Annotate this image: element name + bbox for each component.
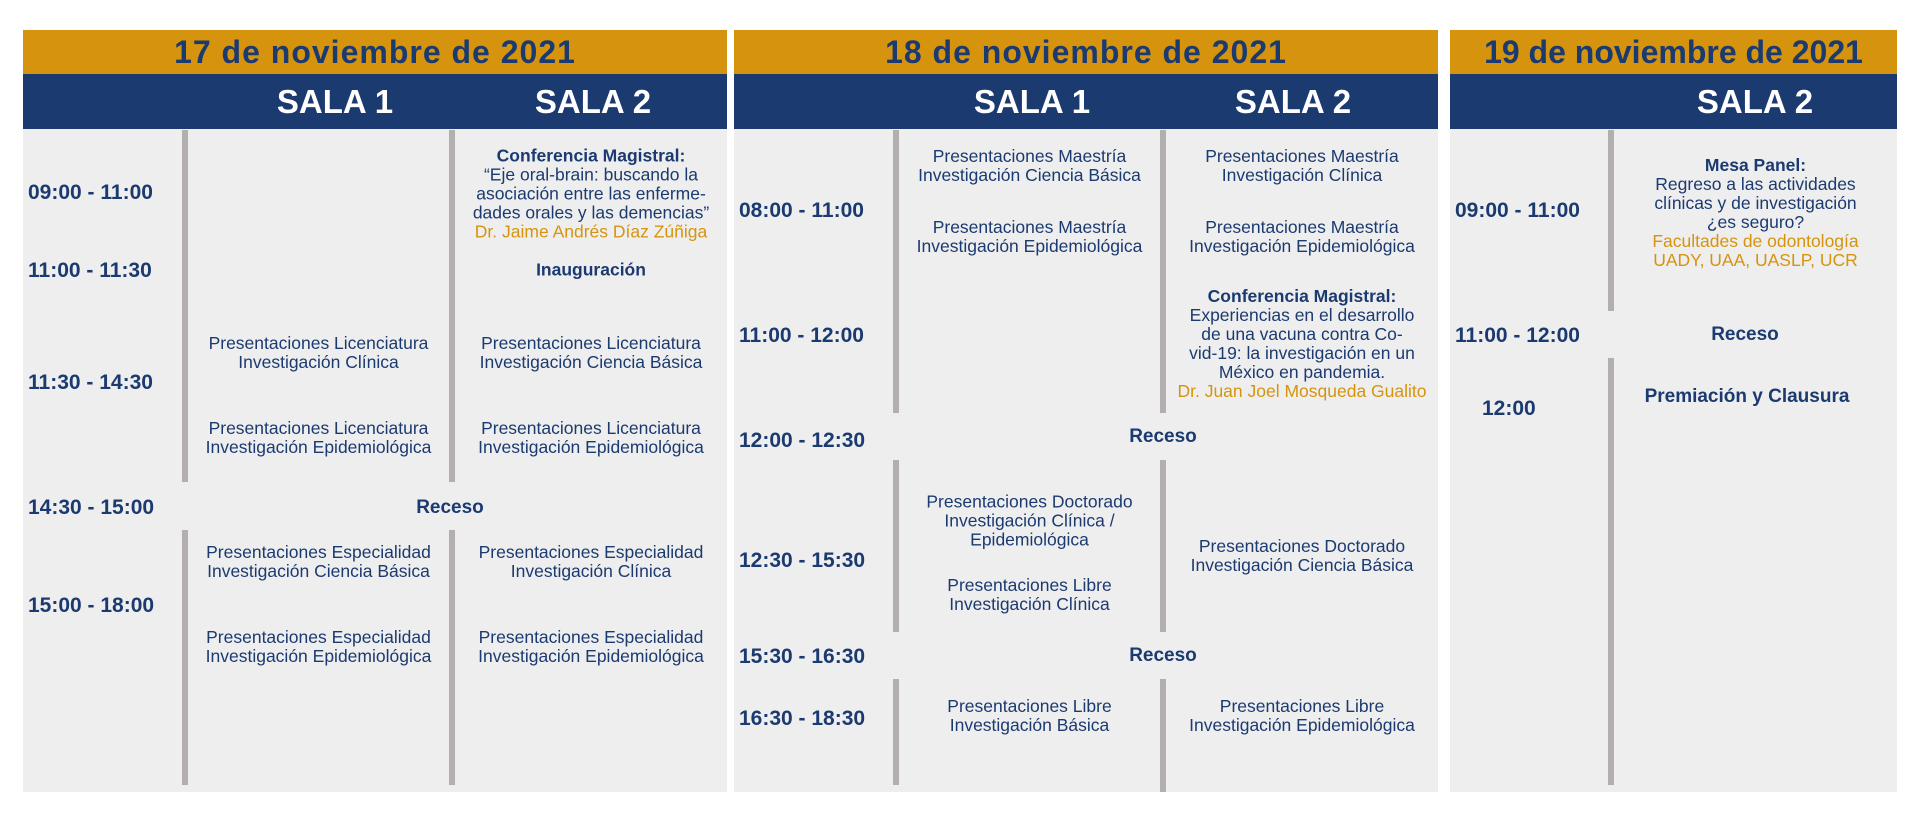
session-block: Presentaciones Especialidad Investigación Epidemiológica <box>478 627 704 666</box>
day-panel-19 <box>1450 30 1897 792</box>
time-slot: 15:00 - 18:00 <box>28 594 155 617</box>
time-slot: 11:00 - 12:00 <box>1455 324 1580 347</box>
conference-magistral <box>455 147 727 242</box>
panel-text: Regreso a las actividades <box>1655 174 1856 194</box>
time-slot: 09:00 - 11:00 <box>28 181 153 204</box>
time-slot: 11:30 - 14:30 <box>28 371 153 394</box>
sala-2-label: SALA 2 <box>1696 83 1814 120</box>
day-header-17: 17 de noviembre de 2021 <box>23 30 727 74</box>
conference-text: dades orales y las demencias” <box>472 202 710 223</box>
time-slot: 11:00 - 12:00 <box>739 324 864 347</box>
conference-text: “Eje oral-brain: buscando la <box>483 164 698 185</box>
session-block: Presentaciones Doctorado Investigación Ciencia Básica <box>1190 536 1414 575</box>
day-panel-17 <box>23 30 727 792</box>
session-block: Presentaciones Libre Investigación Básica <box>947 696 1112 735</box>
sala-2-divider <box>1160 679 1166 792</box>
conference-speaker: Dr. Juan Joel Mosqueda Gualito <box>1177 381 1427 401</box>
time-slot: 15:30 - 16:30 <box>739 645 866 668</box>
receso: Receso <box>416 497 484 518</box>
sala-divider <box>1608 358 1614 785</box>
panel-text: clínicas y de investigación <box>1654 193 1857 213</box>
conference-text: asociación entre las enferme- <box>476 183 706 204</box>
session-block: Presentaciones Doctorado Investigación Clínica / Epidemiológica <box>926 491 1133 550</box>
conference-text: Experiencias en el desarrollo <box>1189 305 1415 325</box>
conference-text: de una vacuna contra Co- <box>1201 324 1403 344</box>
day-header-18: 18 de noviembre de 2021 <box>734 30 1438 74</box>
panel-organizer: Facultades de odontología <box>1652 231 1859 251</box>
conference-title: Conferencia Magistral: <box>496 145 686 166</box>
session-block: Presentaciones Licenciatura Investigación Ciencia Básica <box>479 333 703 372</box>
sala-1-label: SALA 1 <box>973 83 1091 120</box>
session-block: Presentaciones Maestría Investigación Epidemiológica <box>916 217 1143 256</box>
panel-organizer: UADY, UAA, UASLP, UCR <box>1653 250 1858 270</box>
conference-title: Conferencia Magistral: <box>1207 286 1397 306</box>
sala-2-label: SALA 2 <box>1234 83 1352 120</box>
time-slot: 08:00 - 11:00 <box>739 199 864 222</box>
conference-magistral <box>1166 287 1438 401</box>
session-block: Presentaciones Maestría Investigación Epidemiológica <box>1189 217 1415 256</box>
mesa-panel <box>1614 156 1897 270</box>
panel-text: ¿es seguro? <box>1706 212 1805 232</box>
receso: Receso <box>1129 426 1197 447</box>
premiacion-clausura: Premiación y Clausura <box>1644 386 1850 407</box>
session-block: Presentaciones Especialidad Investigación Ciencia Básica <box>206 542 431 581</box>
panel-title: Mesa Panel: <box>1704 155 1807 175</box>
session-block: Presentaciones Especialidad Investigación Clínica <box>478 542 704 581</box>
conference-speaker: Dr. Jaime Andrés Díaz Zúñiga <box>474 221 708 242</box>
session-block: Presentaciones Libre Investigación Clínica <box>947 575 1112 614</box>
time-slot: 14:30 - 15:00 <box>28 496 155 519</box>
session-block: Presentaciones Maestría Investigación Ciencia Básica <box>918 146 1141 185</box>
session-block: Presentaciones Licenciatura Investigación Epidemiológica <box>478 418 704 457</box>
sala-2-label: SALA 2 <box>534 83 652 120</box>
session-block: Presentaciones Especialidad Investigación Epidemiológica <box>205 627 432 666</box>
receso: Receso <box>1711 324 1779 345</box>
sala-bar-17 <box>23 74 727 129</box>
time-slot: 16:30 - 18:30 <box>739 707 866 730</box>
time-slot: 11:00 - 11:30 <box>28 259 152 282</box>
sala-1-label: SALA 1 <box>276 83 394 120</box>
sala-bar-19 <box>1450 74 1897 129</box>
time-slot: 12:30 - 15:30 <box>739 549 866 572</box>
conference-text: vid-19: la investigación en un <box>1189 343 1415 363</box>
session-block: Presentaciones Licenciatura Investigación Clínica <box>208 333 429 372</box>
session-block: Presentaciones Licenciatura Investigación Epidemiológica <box>205 418 432 457</box>
session-block: Presentaciones Libre Investigación Epidemiológica <box>1189 696 1415 735</box>
day-header-19: 19 de noviembre de 2021 <box>1450 30 1897 74</box>
receso: Receso <box>1129 645 1197 666</box>
time-slot: 12:00 - 12:30 <box>739 429 866 452</box>
sala-bar-18 <box>734 74 1438 129</box>
time-slot: 12:00 <box>1482 397 1536 420</box>
inauguracion: Inauguración <box>536 259 646 280</box>
day-panel-18 <box>734 30 1438 792</box>
time-slot: 09:00 - 11:00 <box>1455 199 1580 222</box>
conference-text: México en pandemia. <box>1218 362 1386 382</box>
session-block: Presentaciones Maestría Investigación Clínica <box>1205 146 1399 185</box>
